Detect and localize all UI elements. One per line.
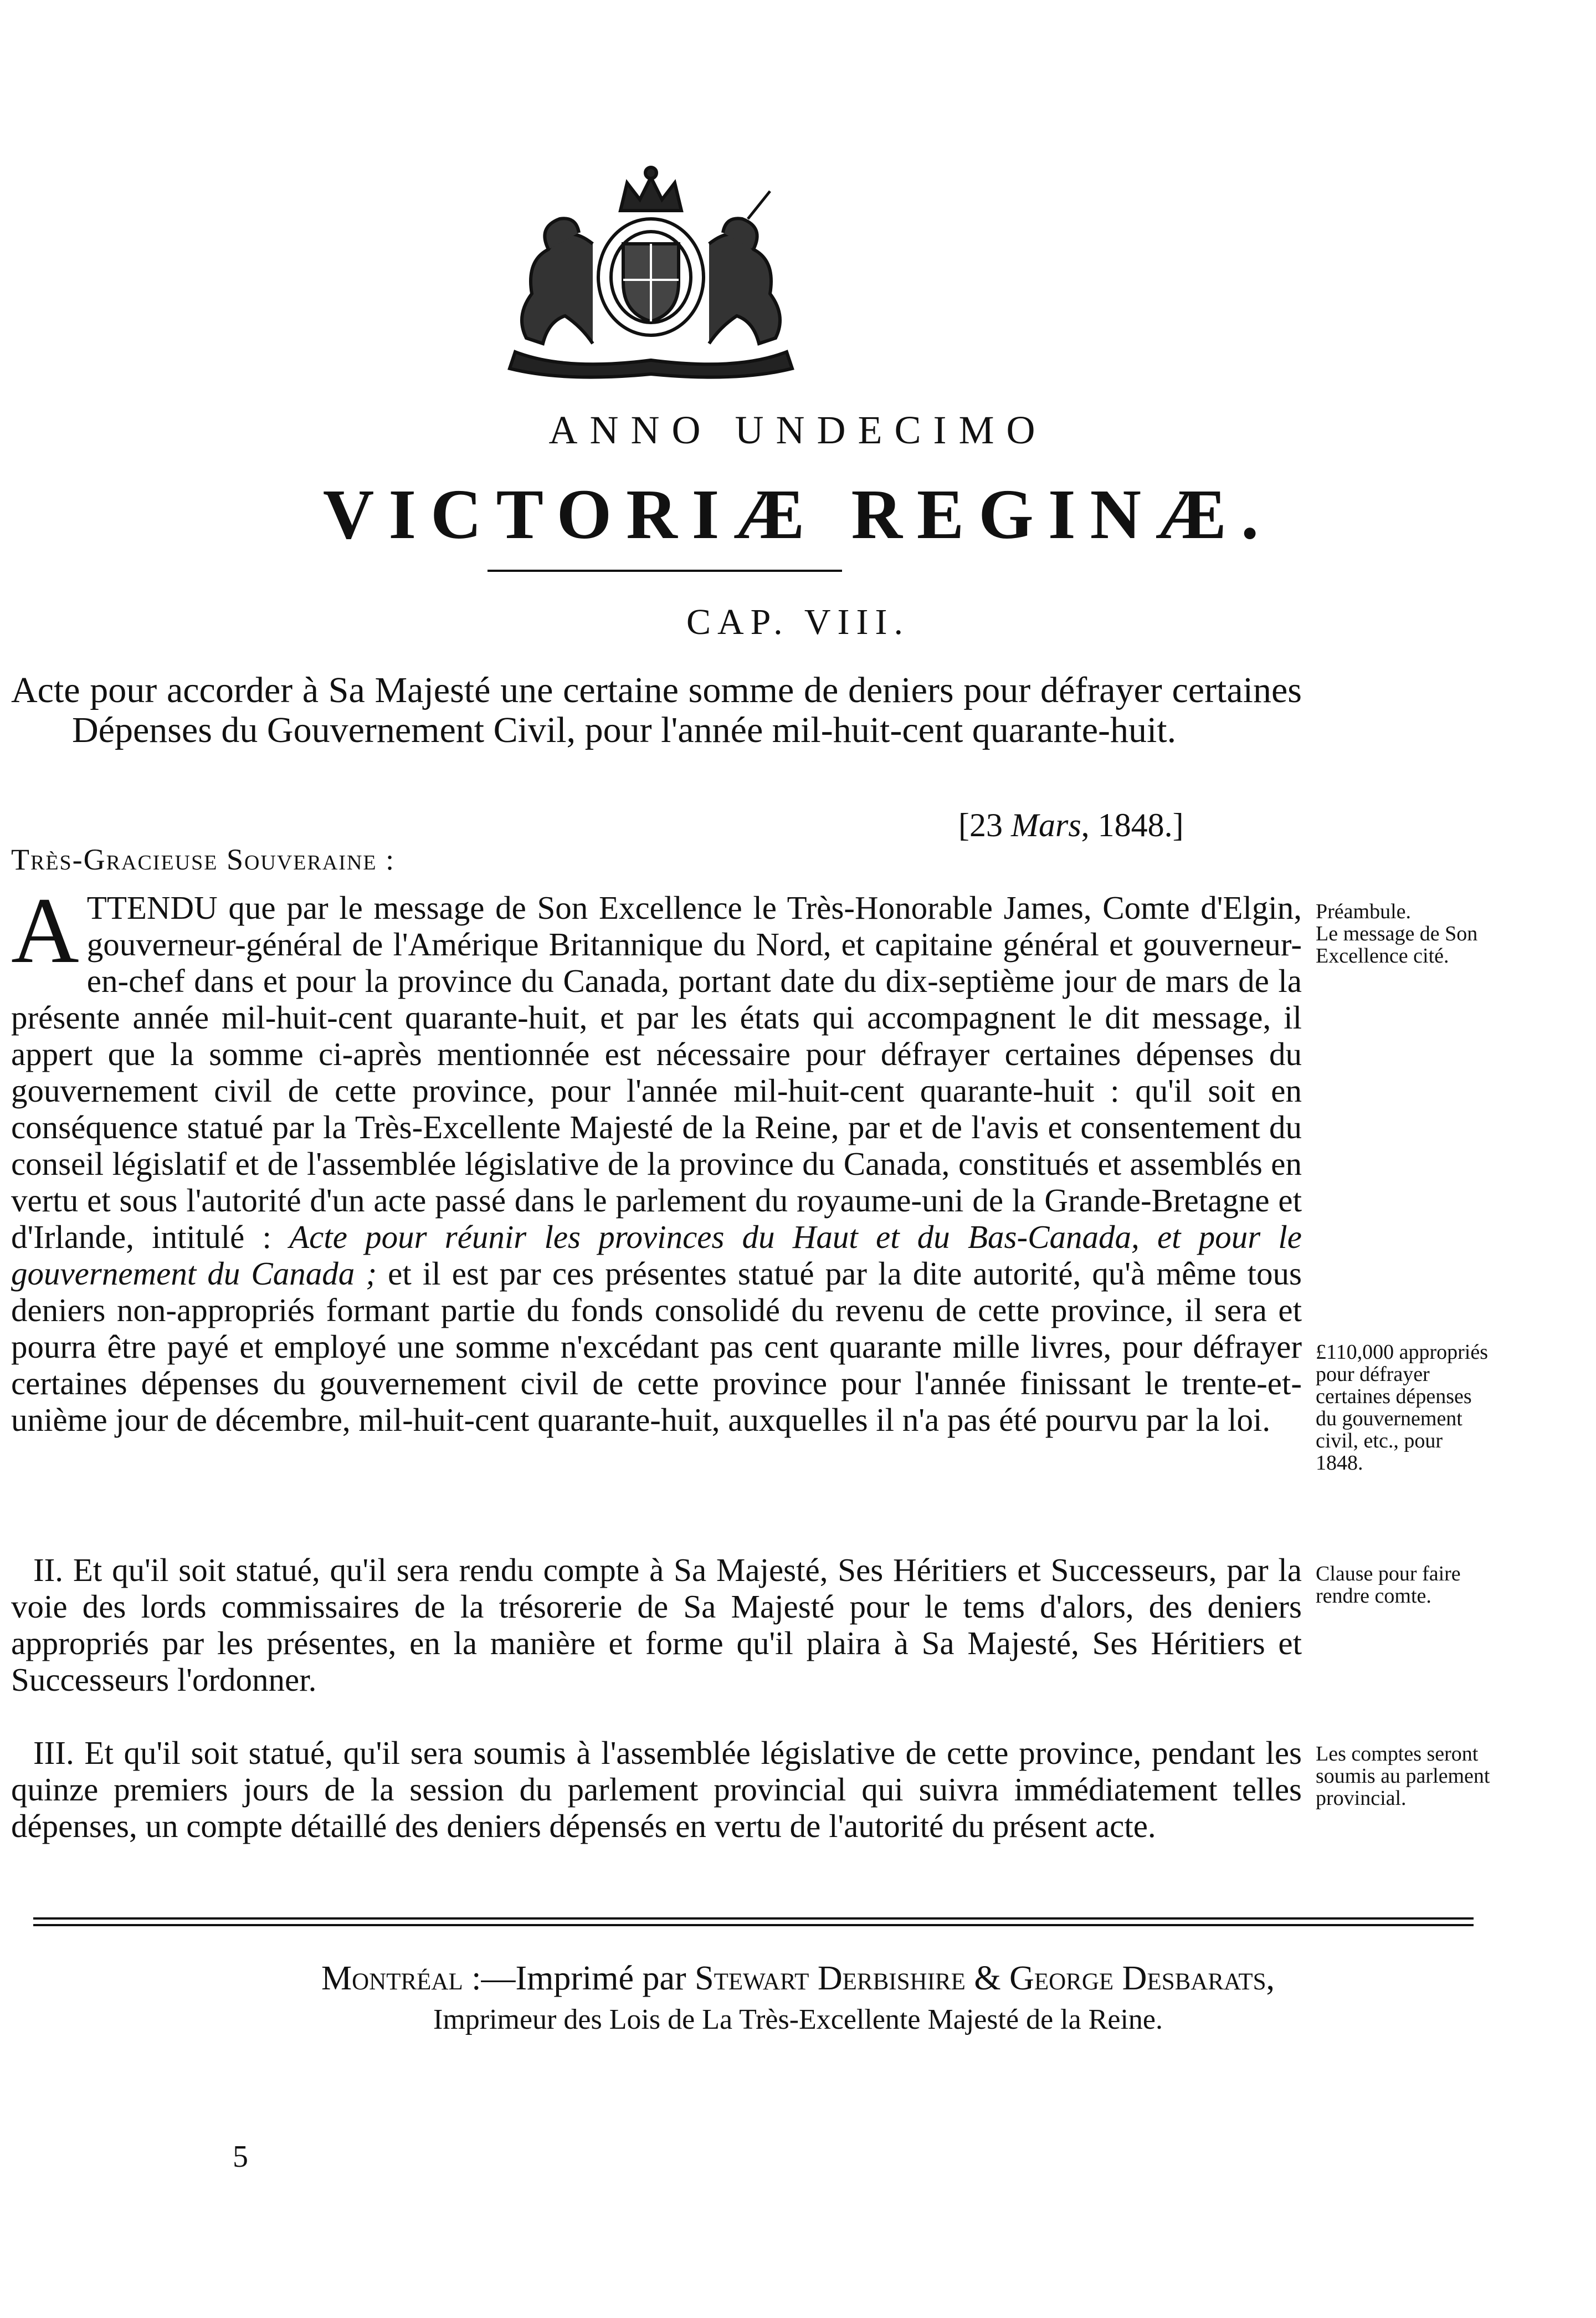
reign-heading: VICTORIÆ REGINÆ. [322, 475, 1274, 554]
date-month: Mars [1010, 807, 1081, 843]
date-open: [23 [958, 807, 1011, 843]
imprint-line-1 [0, 1959, 1596, 1998]
act-date [958, 806, 1184, 845]
page-number: 5 [233, 2140, 248, 2174]
imprint-sep: :—Imprimé par [463, 1959, 695, 1997]
act-title-text: Acte pour accorder à Sa Majesté une certaine somme de deniers pour défrayer certaines Dépenses du Gouvernement Civil, pour l'année mil-huit-cent quarante-huit. [11, 670, 1302, 750]
preamble-text-a: TTENDU que par le message de Son Excellence le Très-Honorable James, Comte d'Elgin, gouverneur-général de l'Amérique Britannique du Nord, et capitaine général et gouverneur-en-chef dans et pour la province du Canada, portant date du dix-septième jour de mars de la présente année mil-huit-cent quarante-huit, et par les états qui accompagnent le dit message, il appert que la somme ci-après mentionnée est nécessaire pour défrayer certaines dépenses du gouvernement civil de cette province, pour l'année mil-huit-cent quarante-huit : qu'il soit en conséquence statué par la Très-Excellente Majesté de la Reine, par et de l'avis et consentement du conseil législatif et de l'assemblée législative de la province du Canada, constitués et assemblés en vertu et sous l'autorité d'un acte passé dans le parlement du royaume-uni de la Grande-Bretagne et d'Irlande, intitulé : [11, 889, 1302, 1255]
salutation: Très-Gracieuse Souveraine : [11, 843, 396, 876]
chapter-heading: CAP. VIII. [686, 602, 910, 642]
royal-coat-of-arms-icon [482, 161, 820, 382]
marginal-note-preamble-title: Préambule. [1316, 900, 1412, 923]
section-ii-text: II. Et qu'il soit statué, qu'il sera rendu compte à Sa Majesté, Ses Héritiers et Successeurs, par la voie des lords commissaires de la trésorerie de Sa Majesté pour le tems d'alors, des deniers appropriés par les présentes, en la manière et forme qu'il plaira à Sa Majesté, Ses Héritiers et Successeurs l'ordonner. [11, 1552, 1302, 1698]
marginal-note-preamble [1316, 900, 1493, 967]
section-iii [11, 1734, 1302, 1844]
imprint-line-2: Imprimeur des Lois de La Très-Excellente Majesté de la Reine. [433, 2004, 1163, 2035]
drop-cap: A [11, 878, 79, 983]
heading-divider [487, 570, 842, 572]
section-iii-text: III. Et qu'il soit statué, qu'il sera soumis à l'assemblée législative de cette province, pendant les quinze premiers jours de la session du parlement provincial qui suivra immédiatement telles dépenses, un compte détaillé des deniers dépensés en vertu de l'autorité du présent acte. [11, 1734, 1302, 1844]
marginal-note-appropriation: £110,000 appropriés pour défrayer certaines dépenses du gouvernement civil, etc., pour 1848. [1316, 1340, 1488, 1475]
imprint-printers: Stewart Derbishire & George Desbarats, [695, 1959, 1275, 1997]
marginal-note-accounting: Clause pour faire rendre comte. [1316, 1562, 1461, 1608]
act-title [11, 671, 1302, 750]
date-rest: , 1848.] [1081, 807, 1184, 843]
preamble-paragraph [11, 878, 1302, 1438]
preamble-text-b: et il est par ces présentes statué par la dite autorité, qu'à même tous deniers non-appropriés formant partie du fonds consolidé du revenu de cette province, il sera et pourra être payé et employé une somme n'excédant pas cent quarante mille livres, pour défrayer certaines dépenses du gouvernement civil de cette province pour l'année finissant le trente-et-unième jour de décembre, mil-huit-cent quarante-huit, auxquelles il n'a pas été pourvu par la loi. [11, 1255, 1302, 1438]
footer-double-rule [33, 1917, 1474, 1926]
preamble-italic-title: Acte pour réunir les provinces du Haut et du Bas-Canada, et pour le gouvernement du Canada ; [11, 1219, 1302, 1292]
imprint-city: Montréal [321, 1959, 463, 1997]
anno-heading: ANNO UNDECIMO [548, 408, 1048, 452]
marginal-note-accounts: Les comptes seront soumis au parlement provincial. [1316, 1742, 1490, 1810]
marginal-note-preamble-body: Le message de Son Excellence cité. [1316, 922, 1478, 968]
section-ii [11, 1552, 1302, 1698]
